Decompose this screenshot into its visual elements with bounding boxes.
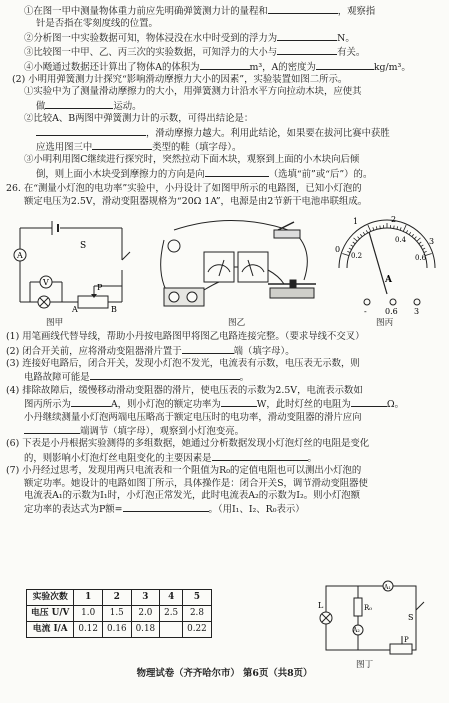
terminal-minus-label: - bbox=[364, 307, 367, 316]
ammeter-a2-label: A₂ bbox=[353, 627, 360, 634]
caption-ding: 图丁 bbox=[356, 660, 374, 670]
switch-s-label: S bbox=[80, 241, 87, 252]
dial-tick bbox=[353, 242, 355, 244]
q26-line2: 额定电压为2.5V，滑动变阻器规格为“20Ω 1A”，电源是由2节新干电池串联组成。 bbox=[24, 195, 368, 207]
dial-tick bbox=[400, 227, 401, 230]
table-header-cell: 3 bbox=[131, 590, 160, 606]
q2-line2: ①实验中为了测量滑动摩擦力的大小，用弹簧测力计沿水平方向拉动木块，应使其 bbox=[24, 86, 362, 98]
q26-part3a: (3) 连接好电路后，闭合开关，发现小灯泡不发光，电流表有示数，电压表无示数，则 bbox=[6, 357, 360, 369]
caption-yi: 图乙 bbox=[228, 318, 246, 329]
lamp-l-label: L bbox=[318, 601, 324, 610]
q26-part5b: 端调节（填字母），观察到小灯泡变亮。 bbox=[6, 424, 439, 438]
q26-part4a: (4) 排除故障后，缓慢移动滑动变阻器的滑片，使电压表的示数为2.5V，电流表示数如 bbox=[6, 384, 363, 396]
terminal-3-label: 3 bbox=[414, 307, 420, 316]
q26-part2: (2) 闭合开关前，应将滑动变阻器滑片置于 端（填字母）。 bbox=[6, 345, 295, 357]
scale-0-label: 0 bbox=[335, 245, 341, 255]
table-cell: 0.12 bbox=[74, 622, 103, 638]
q1-line2: 针是否指在零刻度线的位置。 bbox=[36, 18, 158, 30]
table-cell: 0.16 bbox=[102, 622, 131, 638]
dial-tick bbox=[419, 242, 421, 244]
scale-2-label: 2 bbox=[391, 215, 397, 225]
q2-line3: 做 运动。 bbox=[36, 100, 142, 112]
dial-tick bbox=[403, 225, 406, 231]
q2-line4: ②比较A、B两图中弹簧测力计的示数，可得出结论是： bbox=[24, 113, 254, 125]
q1-line5: ④小飏通过数据还计算出了物体A的体积为 m³，A的密度为 kg/m³。 bbox=[24, 61, 411, 73]
figures-row bbox=[6, 210, 439, 330]
q26-part6a: (6) 下表是小丹根据实验测得的多组数据，她通过分析数据发现小灯泡灯丝的电阻是变化 bbox=[6, 438, 370, 450]
dial-tick bbox=[342, 254, 349, 256]
circuit-diagram-ding bbox=[318, 580, 428, 662]
dial-tick bbox=[412, 234, 414, 236]
scale-02-label: 0.2 bbox=[351, 252, 363, 261]
q2-line6: 应选用图三中 类型的鞋（填字母）。 bbox=[36, 142, 242, 154]
caption-bing: 图丙 bbox=[376, 318, 394, 329]
dial-tick bbox=[366, 230, 367, 233]
dial-tick bbox=[360, 234, 362, 236]
dial-tick bbox=[363, 232, 365, 234]
table-header-cell: 2 bbox=[102, 590, 131, 606]
scale-1-label: 1 bbox=[353, 217, 359, 227]
table-header-cell: 1 bbox=[74, 590, 103, 606]
table-cell: 2.0 bbox=[131, 606, 160, 622]
table-cell: 0.22 bbox=[183, 622, 212, 638]
table-cell: 0.18 bbox=[131, 622, 160, 638]
q26-part7d: 定功率的表达式为P额= 。（用I₁、I₂、R₀表示） bbox=[24, 504, 305, 516]
table-cell: 2.8 bbox=[183, 606, 212, 622]
ammeter-a1-label: A₁ bbox=[384, 584, 391, 591]
ammeter-a-label: A bbox=[17, 251, 23, 261]
data-table bbox=[26, 589, 212, 638]
q26-part7c: 电流表A₁的示数为I₁时，小灯泡正常发光，此时电流表A₂的示数为I₂。则小灯泡额 bbox=[24, 489, 360, 501]
terminal-3-icon bbox=[414, 299, 420, 305]
dial-tick bbox=[406, 230, 407, 233]
q2-line5: ，滑动摩擦力越大。利用此结论，如果要在拔河比赛中获胜 bbox=[6, 126, 439, 140]
dial-tick bbox=[414, 237, 416, 239]
q2-line1: (2) 小明用弹簧测力计探究“影响滑动摩擦力大小的因素”，实验装置如图二所示。 bbox=[12, 74, 348, 86]
q26-part5a: 小丹继续测量小灯泡两端电压略高于额定电压时的电功率，滑动变阻器的滑片应向 bbox=[24, 411, 362, 423]
q26-line1: 26. 在“测量小灯泡的电功率”实验中，小丹设计了如图甲所示的电路图，已知小灯泡的 bbox=[6, 183, 362, 195]
voltmeter-v-label: V bbox=[43, 278, 49, 288]
dial-tick bbox=[424, 251, 427, 252]
resistor-r0-label: R₀ bbox=[364, 604, 373, 612]
dial-tick bbox=[394, 226, 395, 229]
q26-part7b: 额定功率。她设计的电路如图丁所示，具体操作是：闭合开关S，调节滑动变阻器使 bbox=[24, 477, 368, 489]
apparatus-yi bbox=[144, 210, 322, 315]
q26-part4b: 图丙所示为 A，则小灯泡的额定功率为 W，此时灯丝的电阻为 Ω。 bbox=[24, 399, 404, 411]
q26-part7a: (7) 小丹经过思考，发现用两只电流表和一个阻值为R₀的定值电阻也可以测出小灯泡的 bbox=[6, 465, 362, 477]
scale-3-label: 3 bbox=[429, 237, 435, 247]
meter-a-label: A bbox=[385, 275, 392, 286]
circuit-diagram-jia bbox=[12, 210, 132, 315]
dial-tick bbox=[358, 237, 360, 239]
table-header-cell: 5 bbox=[183, 590, 212, 606]
dial-tick bbox=[351, 245, 354, 247]
q26-part3b: 电路故障可能是 。 bbox=[24, 372, 250, 384]
scale-06-label: 0.6 bbox=[415, 254, 427, 263]
terminal-06-label: 0.6 bbox=[385, 307, 398, 316]
q1-line4: ③比较图一中甲、乙、丙三次的实验数据，可知浮力的大小与 有关。 bbox=[24, 47, 366, 59]
dial-tick bbox=[349, 248, 352, 249]
q26-part6b: 的，则影响小灯泡灯丝电阻变化的主要因素是 。 bbox=[24, 452, 317, 464]
table-cell: 电流 I/A bbox=[27, 622, 74, 638]
q2-line7: ③小明利用图C继续进行探究时，突然拉动下面木块，观察到上面的小木块向后倾 bbox=[24, 154, 360, 166]
dial-tick bbox=[380, 226, 381, 229]
ammeter-dial-bing bbox=[331, 210, 441, 315]
table-cell: 2.5 bbox=[160, 606, 183, 622]
table-row bbox=[27, 606, 212, 622]
table-cell: 电压 U/V bbox=[27, 606, 74, 622]
terminal-b-label: B bbox=[111, 305, 117, 315]
switch-s-label: S bbox=[408, 613, 414, 622]
svg-text:A: A bbox=[72, 305, 78, 315]
q1-line1: ①在图一甲中测量物体重力前应先明确弹簧测力计的量程和 ，观察指 bbox=[24, 6, 376, 17]
caption-jia: 图甲 bbox=[46, 318, 64, 329]
terminal-06-icon bbox=[390, 299, 396, 305]
dial-tick bbox=[347, 251, 350, 252]
table-row bbox=[27, 622, 212, 638]
dial-tick bbox=[409, 232, 411, 234]
dial-tick bbox=[422, 248, 425, 249]
table-header-row bbox=[27, 590, 212, 606]
q2-line8: 倒，则上面小木块受到摩擦力的方向是向 （选填“前”或“后”）的。 bbox=[36, 168, 373, 180]
table-cell: 1.5 bbox=[102, 606, 131, 622]
table-header-cell: 4 bbox=[160, 590, 183, 606]
table-cell: 1.0 bbox=[74, 606, 103, 622]
dial-tick bbox=[368, 225, 371, 231]
table-cell bbox=[160, 622, 183, 638]
dial-tick bbox=[354, 238, 358, 241]
dial-tick bbox=[421, 245, 424, 247]
page-footer: 物理试卷（齐齐哈尔市） 第6页（共8页） bbox=[136, 668, 313, 679]
q1-line3: ②分析图一中实验数据可知，物体浸没在水中时受到的浮力为 N。 bbox=[24, 32, 355, 44]
slider-p-label: P bbox=[404, 636, 409, 644]
table-header-cell: 实验次数 bbox=[27, 590, 74, 606]
terminal-minus-icon bbox=[364, 299, 370, 305]
dial-tick bbox=[373, 227, 374, 230]
q26-part1: (1) 用笔画线代替导线，帮助小丹按电路图甲将图乙电路连接完整。（要求导线不交叉） bbox=[6, 331, 365, 343]
scale-04-label: 0.4 bbox=[395, 236, 407, 245]
slider-p-label: P bbox=[97, 283, 103, 293]
dial-tick bbox=[417, 238, 421, 241]
